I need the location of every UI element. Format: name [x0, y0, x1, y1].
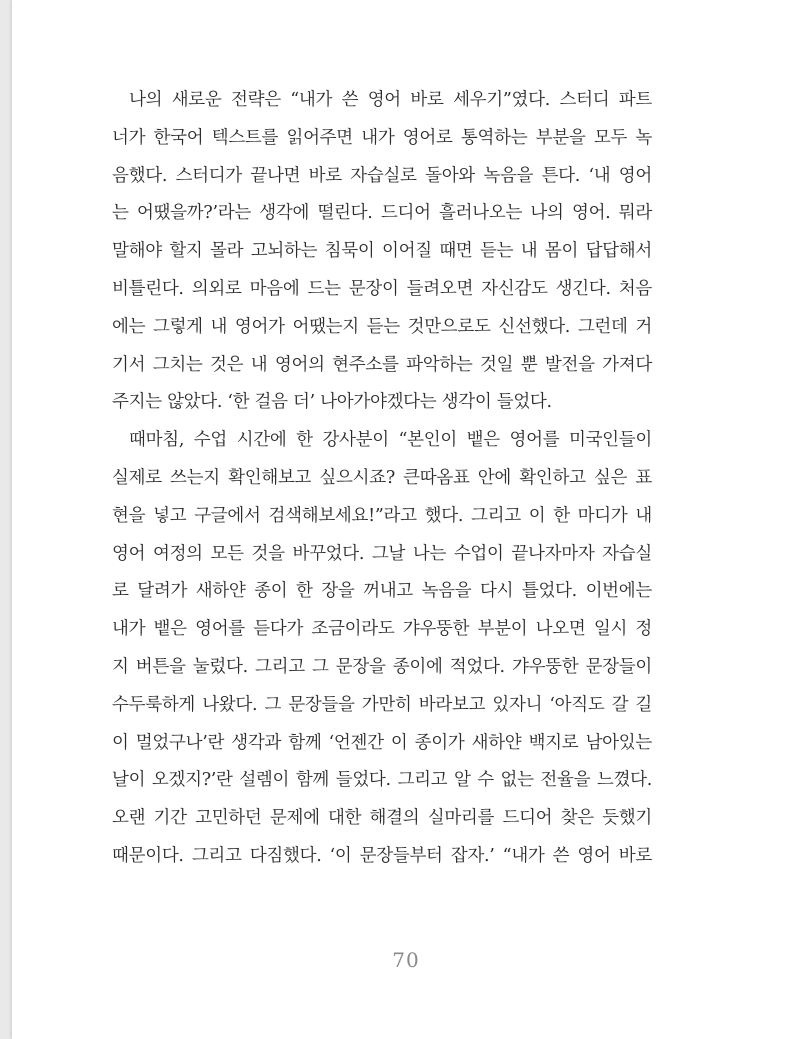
body-text — [112, 82, 652, 876]
text-line: 영어 여정의 모든 것을 바꾸었다. 그날 나는 수업이 끝나자마자 자습실 — [112, 543, 652, 564]
text-line: 지 버튼을 눌렀다. 그리고 그 문장을 종이에 적었다. 갸우뚱한 문장들이 — [112, 656, 652, 677]
text-line: 로 달려가 새하얀 종이 한 장을 꺼내고 녹음을 다시 틀었다. 이번에는 — [112, 581, 652, 602]
text-line: 비틀린다. 의외로 마음에 드는 문장이 들려오면 자신감도 생긴다. 처음 — [112, 278, 652, 299]
text-line: 현을 넣고 구글에서 검색해보세요!”라고 했다. 그리고 이 한 마디가 내 — [112, 505, 652, 526]
text-line: 는 어땠을까?’라는 생각에 떨린다. 드디어 흘러나오는 나의 영어. 뭐라 — [112, 203, 652, 224]
page-number: 70 — [392, 948, 420, 972]
text-line: 음했다. 스터디가 끝나면 바로 자습실로 돌아와 녹음을 튼다. ‘내 영어 — [112, 165, 652, 186]
text-line: 때문이다. 그리고 다짐했다. ‘이 문장들부터 잡자.’ “내가 쓴 영어 바로 — [112, 845, 652, 866]
text-line: 나의 새로운 전략은 “내가 쓴 영어 바로 세우기”였다. 스터디 파트 — [129, 90, 652, 110]
text-line: 실제로 쓰는지 확인해보고 싶으시죠? 큰따옴표 안에 확인하고 싶은 표 — [112, 467, 652, 488]
text-line: 주지는 않았다. ‘한 걸음 더’ 나아가야겠다는 생각이 들었다. — [112, 392, 552, 413]
book-page — [12, 0, 800, 1039]
text-line: 말해야 할지 몰라 고뇌하는 침묵이 이어질 때면 듣는 내 몸이 답답해서 — [112, 241, 652, 262]
text-line: 내가 뱉은 영어를 듣다가 조금이라도 갸우뚱한 부분이 나오면 일시 정 — [112, 619, 652, 640]
text-line: 때마침, 수업 시간에 한 강사분이 “본인이 뱉은 영어를 미국인들이 — [129, 430, 652, 451]
text-line: 에는 그렇게 내 영어가 어땠는지 듣는 것만으로도 신선했다. 그런데 거 — [112, 316, 652, 337]
text-line: 수두룩하게 나왔다. 그 문장들을 가만히 바라보고 있자니 ‘아직도 갈 길 — [112, 694, 652, 715]
text-line: 날이 오겠지?’란 설렘이 함께 들었다. 그리고 알 수 없는 전율을 느꼈다. — [112, 770, 652, 791]
text-line: 오랜 기간 고민하던 문제에 대한 해결의 실마리를 드디어 찾은 듯했기 — [112, 808, 652, 829]
text-line: 이 멀었구나’란 생각과 함께 ‘언젠간 이 종이가 새하얀 백지로 남아있는 — [112, 732, 652, 753]
text-line: 기서 그치는 것은 내 영어의 현주소를 파악하는 것일 뿐 발전을 가져다 — [112, 354, 652, 375]
text-line: 너가 한국어 텍스트를 읽어주면 내가 영어로 통역하는 부분을 모두 녹 — [112, 127, 652, 148]
